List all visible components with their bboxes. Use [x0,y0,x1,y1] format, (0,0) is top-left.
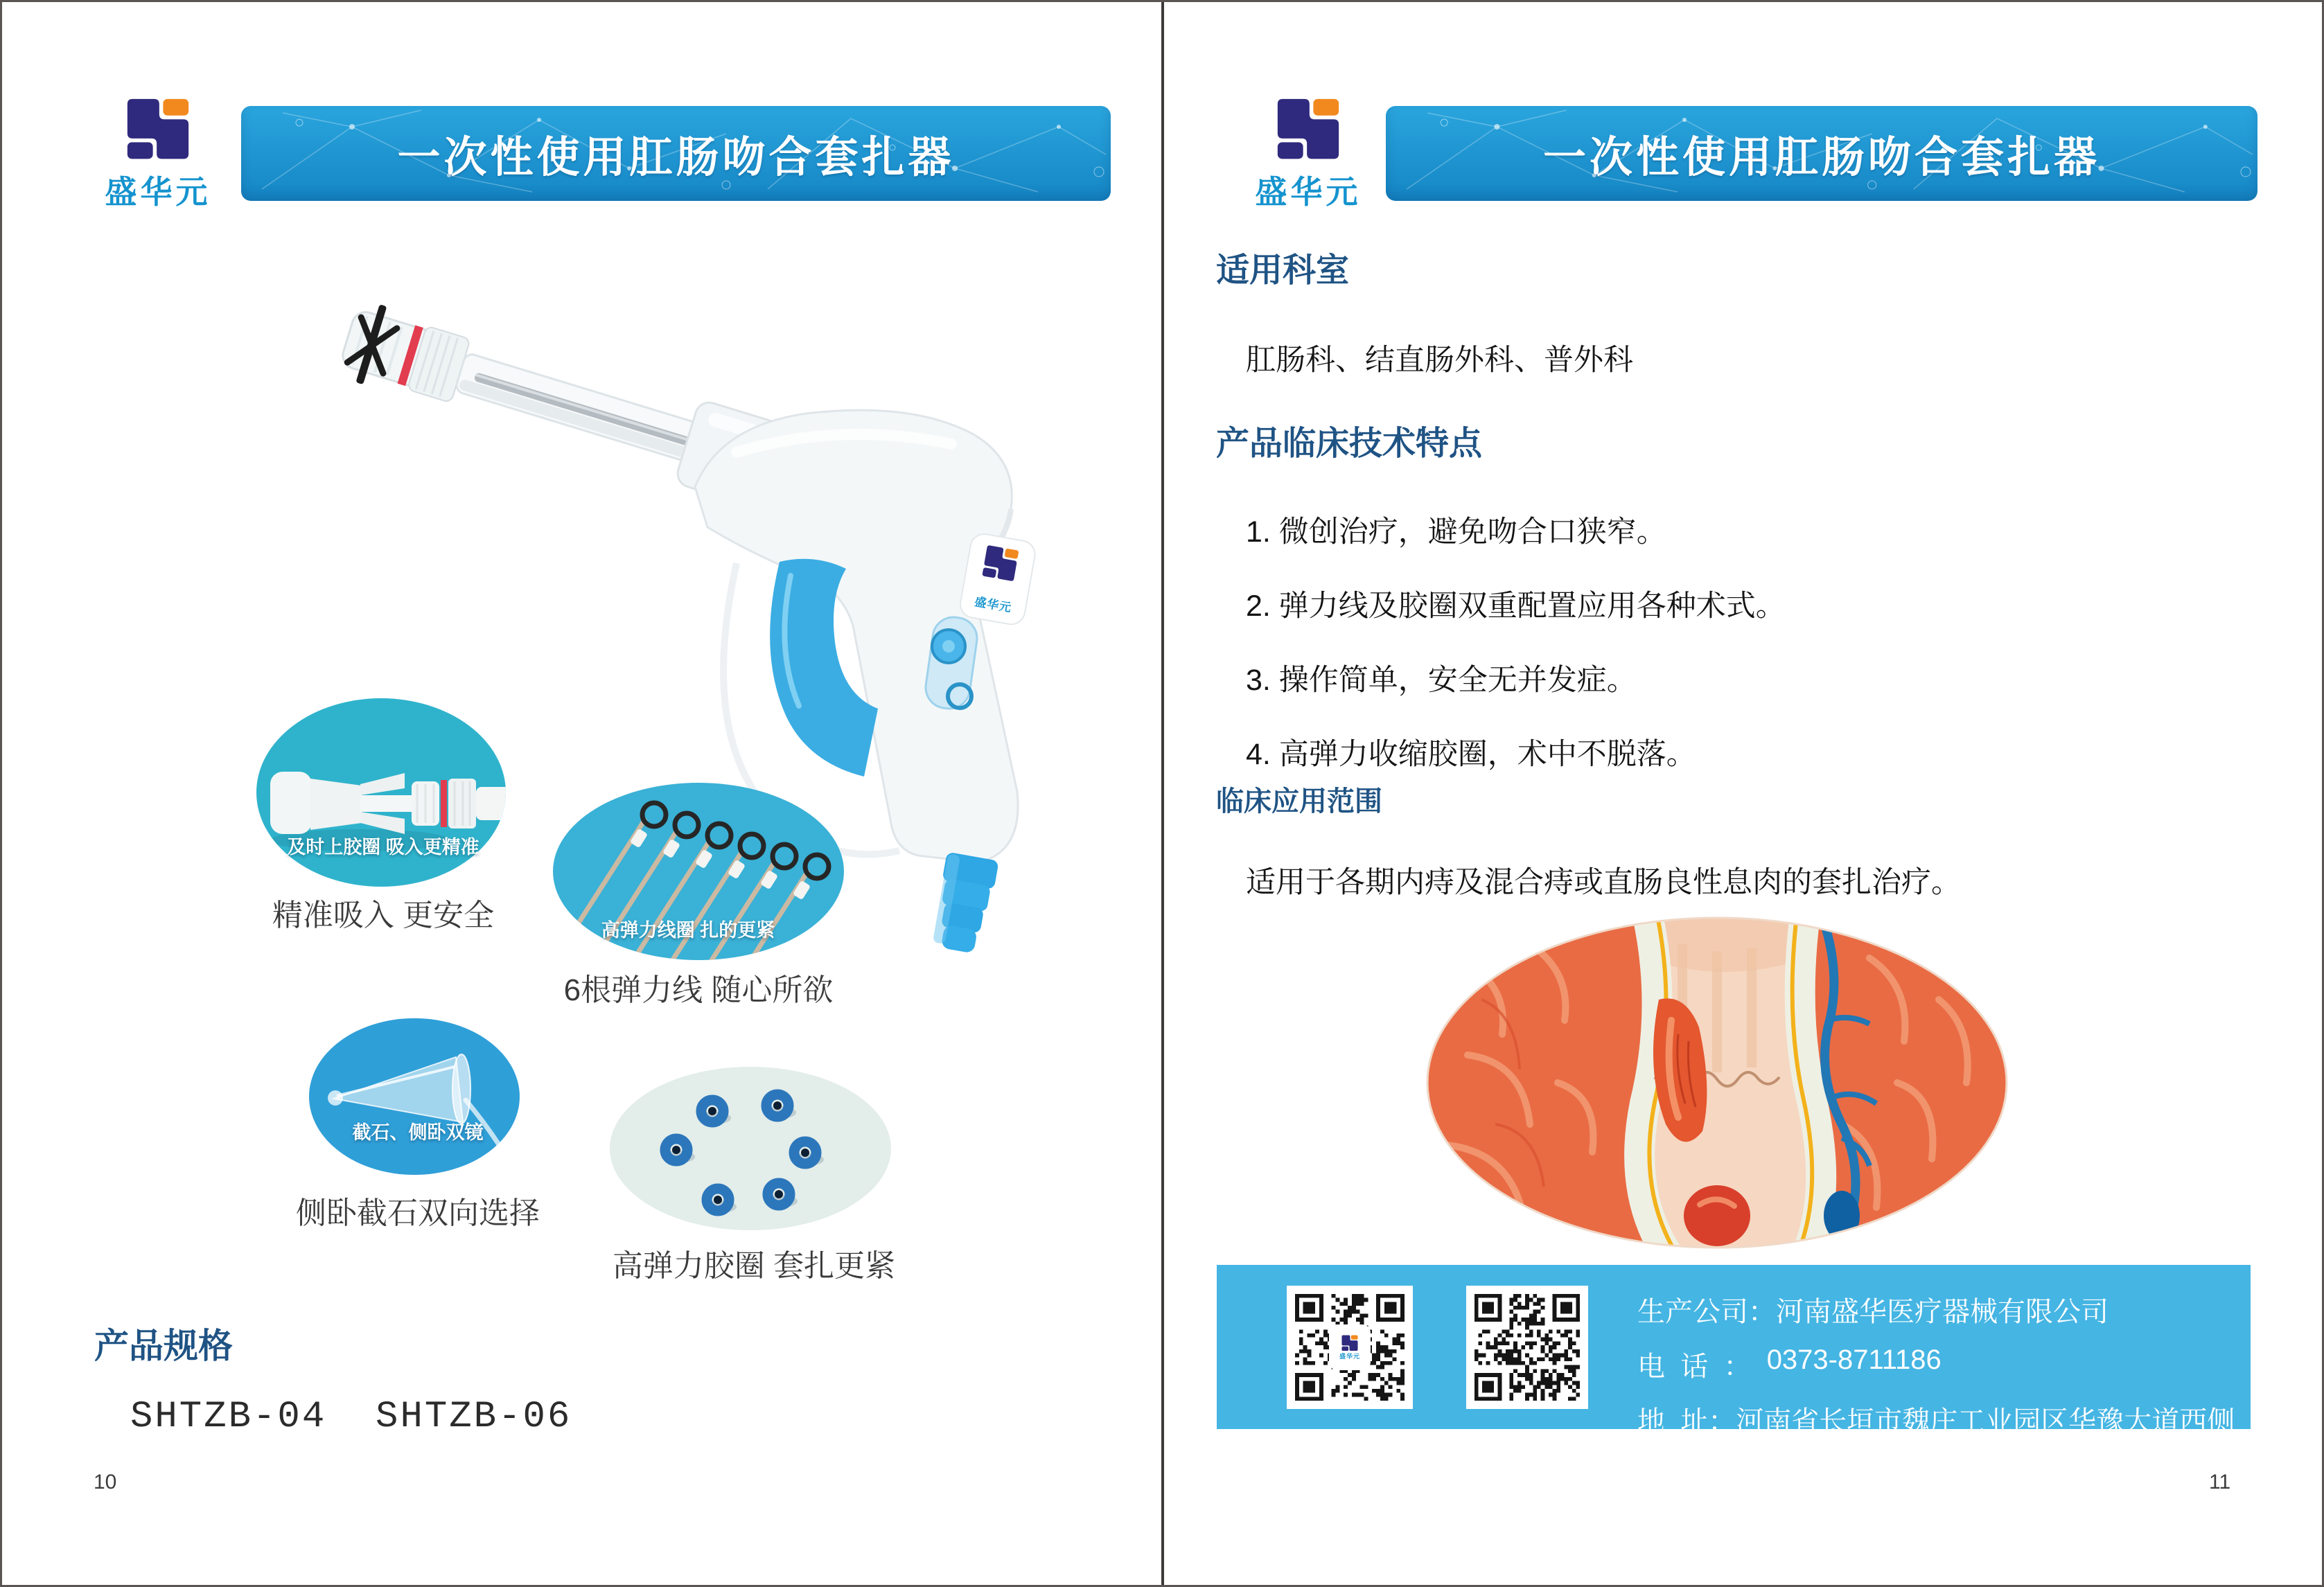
dept-heading: 适用科室 [1216,252,1350,289]
qr-logo-patch [1330,1326,1369,1369]
feature-caption-3: 侧卧截石双向选择 [296,1196,540,1230]
qr-logo-icon [1341,1335,1359,1351]
left-banner [241,106,1111,201]
sticker-brand-name: 盛华元 [974,595,1013,615]
feature-overlay-1: 及时上胶圈 吸入更精准 [287,837,479,858]
brand-name: 盛华元 [105,174,211,210]
brand-logo-right [1242,98,1374,213]
feature-photo-anoscope [309,1018,520,1175]
qr-code-1 [1287,1286,1413,1409]
dept-body: 肛肠科、结直肠外科、普外科 [1246,344,1633,377]
clinical-list [1246,508,1786,773]
feature-photo-rings [610,1067,891,1230]
contact-address-label: 地 址： [1637,1406,1736,1437]
contact-footer [1217,1265,2251,1437]
clinical-item: 1. 微创治疗，避免吻合口狭窄。 [1246,515,1666,549]
scope-heading: 临床应用范围 [1216,786,1382,817]
page-right [1164,2,2324,1587]
page-number-left: 10 [94,1471,117,1493]
scope-body: 适用于各期内痔及混合痔或直肠良性息肉的套扎治疗。 [1246,866,1961,899]
clinical-heading: 产品临床技术特点 [1216,425,1483,462]
feature-caption-1: 精准吸入 更安全 [272,898,495,932]
contact-company-label: 生产公司： [1637,1297,1776,1327]
contact-phone-value: 0373-8711186 [1766,1345,1942,1375]
anatomy-illustration [1426,916,2008,1249]
device-connector [931,852,999,955]
page-title: 一次性使用肛肠吻合套扎器 [397,134,955,181]
feature-overlay-3: 截石、侧卧双镜 [352,1122,484,1143]
contact-company-value: 河南盛华医疗器械有限公司 [1776,1297,2109,1327]
contact-phone-label: 电 话 ： [1637,1351,1767,1382]
contact-address [1637,1399,2235,1439]
brand-name-right: 盛华元 [1255,174,1362,210]
contact-company [1637,1290,2235,1329]
page-left [2,2,1161,1587]
feature-caption-4: 高弹力胶圈 套扎更紧 [612,1249,896,1283]
feature-caption-2: 6根弹力线 随心所欲 [563,973,834,1007]
qr-code-2 [1466,1286,1588,1409]
contact-phone [1637,1345,2235,1384]
page-title-right: 一次性使用肛肠吻合套扎器 [1542,134,2100,181]
contact-info [1637,1290,2235,1439]
device-brand-sticker [958,532,1037,626]
qr-canvas-2 [1472,1292,1582,1403]
clinical-item: 4. 高弹力收缩胶圈，术中不脱落。 [1246,738,1696,771]
page-spine-divider [1161,2,1164,1587]
contact-address-value: 河南省长垣市魏庄工业园区华豫大道西侧 [1736,1406,2235,1437]
specs-heading: 产品规格 [94,1327,233,1365]
brand-logo-icon [123,98,193,161]
feature-overlay-2: 高弹力线圈 扎的更紧 [601,920,775,941]
page-number-right: 11 [2209,1471,2231,1493]
clinical-item: 2. 弹力线及胶圈双重配置应用各种术式。 [1246,589,1786,623]
right-banner [1386,106,2257,201]
brand-logo [92,98,224,213]
specs-models: SHTZB-04 SHTZB-06 [130,1396,572,1438]
qr-logo-name: 盛华元 [1339,1352,1360,1360]
clinical-item: 3. 操作简单，安全无并发症。 [1246,664,1637,697]
brand-logo-icon-right [1274,98,1343,161]
